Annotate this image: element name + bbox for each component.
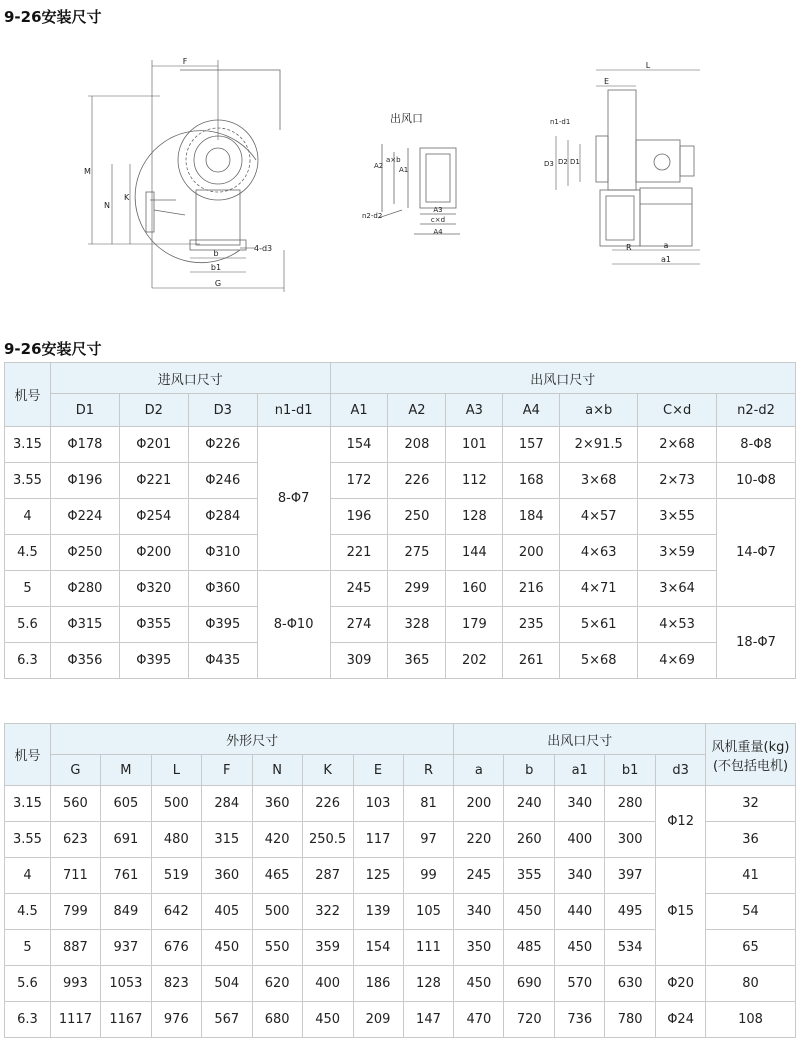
cell-F: 284 <box>201 786 252 822</box>
cell-weight: 80 <box>706 966 796 1002</box>
dim-4-d3: 4-d3 <box>254 244 273 253</box>
cell-D2: Φ201 <box>119 427 188 463</box>
cell-A4: 261 <box>503 643 560 679</box>
cell-D1: Φ224 <box>50 499 119 535</box>
cell-b1: 630 <box>605 966 656 1002</box>
cell-F: 504 <box>201 966 252 1002</box>
dim-a1: a1 <box>661 255 671 264</box>
cell-n2-d2: 8-Φ8 <box>717 427 796 463</box>
cell-D2: Φ200 <box>119 535 188 571</box>
cell-n1-d1: 8-Φ7 <box>257 427 330 571</box>
cell-D2: Φ254 <box>119 499 188 535</box>
cell-A3: 128 <box>446 499 503 535</box>
cell-F: 315 <box>201 822 252 858</box>
cell-cxd: 3×55 <box>638 499 717 535</box>
inlet-outlet-table <box>4 362 796 679</box>
table-row <box>5 786 796 822</box>
header-machine-no: 机号 <box>5 363 51 427</box>
cell-axb: 5×61 <box>560 607 638 643</box>
cell-G: 711 <box>50 858 100 894</box>
cell-weight: 54 <box>706 894 796 930</box>
cell-D1: Φ280 <box>50 571 119 607</box>
header-N: N <box>252 755 302 786</box>
cell-L: 676 <box>151 930 201 966</box>
cell-b1: 397 <box>605 858 656 894</box>
cell-M: 849 <box>100 894 151 930</box>
cell-N: 620 <box>252 966 302 1002</box>
outlet-title: 出风口 <box>390 112 423 125</box>
cell-b1: 780 <box>605 1002 656 1038</box>
cell-D2: Φ395 <box>119 643 188 679</box>
dim-a: a <box>663 241 669 250</box>
cell-A1: 245 <box>330 571 388 607</box>
header-b1: b1 <box>605 755 656 786</box>
header-A3: A3 <box>446 394 503 427</box>
cell-n2-d2: 10-Φ8 <box>717 463 796 499</box>
cell-d3: Φ12 <box>656 786 706 858</box>
dim-A2: A2 <box>374 162 384 170</box>
cell-F: 567 <box>201 1002 252 1038</box>
cell-a: 450 <box>454 966 504 1002</box>
cell-n2-d2: 14-Φ7 <box>717 499 796 607</box>
table-row <box>5 858 796 894</box>
cell-D1: Φ178 <box>50 427 119 463</box>
cell-F: 405 <box>201 894 252 930</box>
cell-no: 4 <box>5 858 51 894</box>
cell-G: 993 <box>50 966 100 1002</box>
header-outlet-group: 出风口尺寸 <box>330 363 795 394</box>
header-R: R <box>403 755 454 786</box>
dim-A4: A4 <box>433 228 443 236</box>
cell-A3: 144 <box>446 535 503 571</box>
cell-R: 111 <box>403 930 454 966</box>
cell-no: 3.15 <box>5 786 51 822</box>
cell-n2-d2: 18-Φ7 <box>717 607 796 679</box>
cell-a1: 340 <box>555 786 605 822</box>
cell-G: 799 <box>50 894 100 930</box>
dim-E: E <box>604 77 610 86</box>
cell-A1: 274 <box>330 607 388 643</box>
side-view-dims <box>556 70 700 264</box>
header-D1: D1 <box>50 394 119 427</box>
cell-d3: Φ24 <box>656 1002 706 1038</box>
table-row <box>5 571 796 607</box>
cell-L: 480 <box>151 822 201 858</box>
cell-A2: 226 <box>388 463 446 499</box>
header-A2: A2 <box>388 394 446 427</box>
dim-D1: D1 <box>570 158 580 166</box>
cell-axb: 4×71 <box>560 571 638 607</box>
cell-R: 147 <box>403 1002 454 1038</box>
header-L: L <box>151 755 201 786</box>
cell-K: 359 <box>302 930 353 966</box>
header-machine-no: 机号 <box>5 724 51 786</box>
table-row <box>5 499 796 535</box>
cell-K: 250.5 <box>302 822 353 858</box>
dim-A3: A3 <box>433 206 443 214</box>
cell-d3: Φ20 <box>656 966 706 1002</box>
cell-M: 1053 <box>100 966 151 1002</box>
cell-D1: Φ356 <box>50 643 119 679</box>
cell-G: 560 <box>50 786 100 822</box>
cell-N: 465 <box>252 858 302 894</box>
cell-A4: 235 <box>503 607 560 643</box>
cell-no: 3.55 <box>5 463 51 499</box>
cell-a: 470 <box>454 1002 504 1038</box>
cell-L: 823 <box>151 966 201 1002</box>
header-F: F <box>201 755 252 786</box>
cell-R: 81 <box>403 786 454 822</box>
cell-b1: 300 <box>605 822 656 858</box>
cell-A2: 365 <box>388 643 446 679</box>
header-weight-line1: 风机重量(kg) <box>711 739 790 755</box>
dim-F: F <box>182 57 188 66</box>
header-a: a <box>454 755 504 786</box>
dim-axb: a×b <box>386 156 401 164</box>
section-title-table: 9-26安装尺寸 <box>4 340 102 358</box>
cell-M: 761 <box>100 858 151 894</box>
cell-A3: 101 <box>446 427 503 463</box>
cell-D1: Φ315 <box>50 607 119 643</box>
cell-K: 287 <box>302 858 353 894</box>
cell-axb: 5×68 <box>560 643 638 679</box>
cell-L: 519 <box>151 858 201 894</box>
cell-A4: 216 <box>503 571 560 607</box>
cell-b: 450 <box>504 894 555 930</box>
cell-A3: 179 <box>446 607 503 643</box>
dim-N: N <box>104 201 110 210</box>
header-d3: d3 <box>656 755 706 786</box>
cell-a1: 440 <box>555 894 605 930</box>
cell-E: 125 <box>353 858 403 894</box>
table-row <box>5 607 796 643</box>
cell-L: 500 <box>151 786 201 822</box>
cell-D1: Φ250 <box>50 535 119 571</box>
cell-no: 4 <box>5 499 51 535</box>
header-weight <box>706 724 796 786</box>
header-cxd: C×d <box>638 394 717 427</box>
dim-G: G <box>214 279 222 288</box>
table-row <box>5 535 796 571</box>
cell-K: 450 <box>302 1002 353 1038</box>
cell-no: 3.15 <box>5 427 51 463</box>
cell-cxd: 3×59 <box>638 535 717 571</box>
table-row <box>5 463 796 499</box>
cell-a1: 340 <box>555 858 605 894</box>
dim-b: b <box>213 249 219 258</box>
header-E: E <box>353 755 403 786</box>
cell-A2: 208 <box>388 427 446 463</box>
cell-A2: 328 <box>388 607 446 643</box>
cell-N: 680 <box>252 1002 302 1038</box>
cell-D3: Φ395 <box>188 607 257 643</box>
cell-E: 209 <box>353 1002 403 1038</box>
dim-n1-d1: n1-d1 <box>550 118 571 126</box>
cell-M: 605 <box>100 786 151 822</box>
cell-A4: 168 <box>503 463 560 499</box>
cell-b: 485 <box>504 930 555 966</box>
cell-axb: 2×91.5 <box>560 427 638 463</box>
dim-M: M <box>84 167 91 176</box>
cell-weight: 36 <box>706 822 796 858</box>
cell-R: 99 <box>403 858 454 894</box>
cell-weight: 108 <box>706 1002 796 1038</box>
cell-E: 103 <box>353 786 403 822</box>
table-row <box>5 643 796 679</box>
header-A4: A4 <box>503 394 560 427</box>
cell-a: 200 <box>454 786 504 822</box>
cell-D3: Φ360 <box>188 571 257 607</box>
cell-no: 5.6 <box>5 607 51 643</box>
cell-b: 260 <box>504 822 555 858</box>
cell-no: 5 <box>5 571 51 607</box>
outline-dimensions-table <box>4 723 796 1038</box>
cell-M: 691 <box>100 822 151 858</box>
cell-a1: 736 <box>555 1002 605 1038</box>
cell-G: 887 <box>50 930 100 966</box>
dim-A1: A1 <box>399 166 409 174</box>
cell-D1: Φ196 <box>50 463 119 499</box>
cell-D3: Φ284 <box>188 499 257 535</box>
cell-b: 355 <box>504 858 555 894</box>
cell-R: 128 <box>403 966 454 1002</box>
cell-D3: Φ246 <box>188 463 257 499</box>
cell-A2: 250 <box>388 499 446 535</box>
cell-N: 420 <box>252 822 302 858</box>
cell-A3: 202 <box>446 643 503 679</box>
cell-a: 245 <box>454 858 504 894</box>
cell-R: 105 <box>403 894 454 930</box>
cell-axb: 4×63 <box>560 535 638 571</box>
cell-cxd: 4×69 <box>638 643 717 679</box>
installation-diagrams <box>0 40 800 300</box>
header-D2: D2 <box>119 394 188 427</box>
cell-b1: 280 <box>605 786 656 822</box>
cell-A2: 299 <box>388 571 446 607</box>
header-D3: D3 <box>188 394 257 427</box>
cell-E: 117 <box>353 822 403 858</box>
cell-no: 4.5 <box>5 535 51 571</box>
cell-axb: 3×68 <box>560 463 638 499</box>
header-n1-d1: n1-d1 <box>257 394 330 427</box>
header-n2-d2: n2-d2 <box>717 394 796 427</box>
cell-L: 642 <box>151 894 201 930</box>
table-row <box>5 1002 796 1038</box>
cell-d3: Φ15 <box>656 858 706 966</box>
cell-no: 6.3 <box>5 1002 51 1038</box>
cell-G: 623 <box>50 822 100 858</box>
cell-A1: 196 <box>330 499 388 535</box>
cell-A2: 275 <box>388 535 446 571</box>
cell-A4: 184 <box>503 499 560 535</box>
cell-M: 1167 <box>100 1002 151 1038</box>
cell-a: 220 <box>454 822 504 858</box>
cell-A4: 200 <box>503 535 560 571</box>
cell-A1: 309 <box>330 643 388 679</box>
cell-D3: Φ310 <box>188 535 257 571</box>
cell-no: 4.5 <box>5 894 51 930</box>
cell-b: 690 <box>504 966 555 1002</box>
cell-b1: 534 <box>605 930 656 966</box>
cell-N: 500 <box>252 894 302 930</box>
cell-L: 976 <box>151 1002 201 1038</box>
section-title-top: 9-26安装尺寸 <box>4 8 102 26</box>
cell-cxd: 4×53 <box>638 607 717 643</box>
cell-n1-d1: 8-Φ10 <box>257 571 330 679</box>
header-M: M <box>100 755 151 786</box>
header-outline-group: 外形尺寸 <box>50 724 453 755</box>
cell-K: 322 <box>302 894 353 930</box>
header-outlet-group: 出风口尺寸 <box>454 724 706 755</box>
cell-b: 720 <box>504 1002 555 1038</box>
dim-b1: b1 <box>210 263 222 272</box>
cell-A1: 154 <box>330 427 388 463</box>
dim-L: L <box>645 61 651 70</box>
cell-A4: 157 <box>503 427 560 463</box>
cell-D2: Φ221 <box>119 463 188 499</box>
header-A1: A1 <box>330 394 388 427</box>
dim-K: K <box>124 193 130 202</box>
cell-D3: Φ226 <box>188 427 257 463</box>
cell-N: 550 <box>252 930 302 966</box>
header-b: b <box>504 755 555 786</box>
cell-D3: Φ435 <box>188 643 257 679</box>
cell-no: 5 <box>5 930 51 966</box>
header-axb: a×b <box>560 394 638 427</box>
cell-K: 400 <box>302 966 353 1002</box>
dim-D3: D3 <box>544 160 554 168</box>
header-G: G <box>50 755 100 786</box>
header-weight-line2: (不包括电机) <box>712 758 789 774</box>
cell-cxd: 2×73 <box>638 463 717 499</box>
cell-A3: 160 <box>446 571 503 607</box>
cell-a1: 400 <box>555 822 605 858</box>
cell-weight: 32 <box>706 786 796 822</box>
cell-E: 139 <box>353 894 403 930</box>
cell-E: 154 <box>353 930 403 966</box>
cell-A1: 221 <box>330 535 388 571</box>
cell-a: 340 <box>454 894 504 930</box>
cell-cxd: 2×68 <box>638 427 717 463</box>
cell-weight: 41 <box>706 858 796 894</box>
cell-b1: 495 <box>605 894 656 930</box>
table-row <box>5 966 796 1002</box>
header-inlet-group: 进风口尺寸 <box>50 363 330 394</box>
cell-no: 6.3 <box>5 643 51 679</box>
cell-D2: Φ355 <box>119 607 188 643</box>
cell-weight: 65 <box>706 930 796 966</box>
cell-G: 1117 <box>50 1002 100 1038</box>
cell-a: 350 <box>454 930 504 966</box>
cell-M: 937 <box>100 930 151 966</box>
cell-A1: 172 <box>330 463 388 499</box>
table-row <box>5 427 796 463</box>
cell-cxd: 3×64 <box>638 571 717 607</box>
cell-K: 226 <box>302 786 353 822</box>
cell-F: 450 <box>201 930 252 966</box>
front-view-drawing <box>135 70 280 263</box>
cell-F: 360 <box>201 858 252 894</box>
dim-n2-d2: n2-d2 <box>362 212 383 220</box>
cell-no: 3.55 <box>5 822 51 858</box>
cell-axb: 4×57 <box>560 499 638 535</box>
cell-a1: 570 <box>555 966 605 1002</box>
cell-A3: 112 <box>446 463 503 499</box>
header-K: K <box>302 755 353 786</box>
header-a1: a1 <box>555 755 605 786</box>
side-view-drawing <box>596 90 694 246</box>
dim-D2: D2 <box>558 158 568 166</box>
cell-D2: Φ320 <box>119 571 188 607</box>
cell-R: 97 <box>403 822 454 858</box>
cell-N: 360 <box>252 786 302 822</box>
dim-cxd: c×d <box>430 216 446 224</box>
cell-a1: 450 <box>555 930 605 966</box>
dim-R: R <box>626 243 632 252</box>
cell-b: 240 <box>504 786 555 822</box>
cell-E: 186 <box>353 966 403 1002</box>
cell-no: 5.6 <box>5 966 51 1002</box>
